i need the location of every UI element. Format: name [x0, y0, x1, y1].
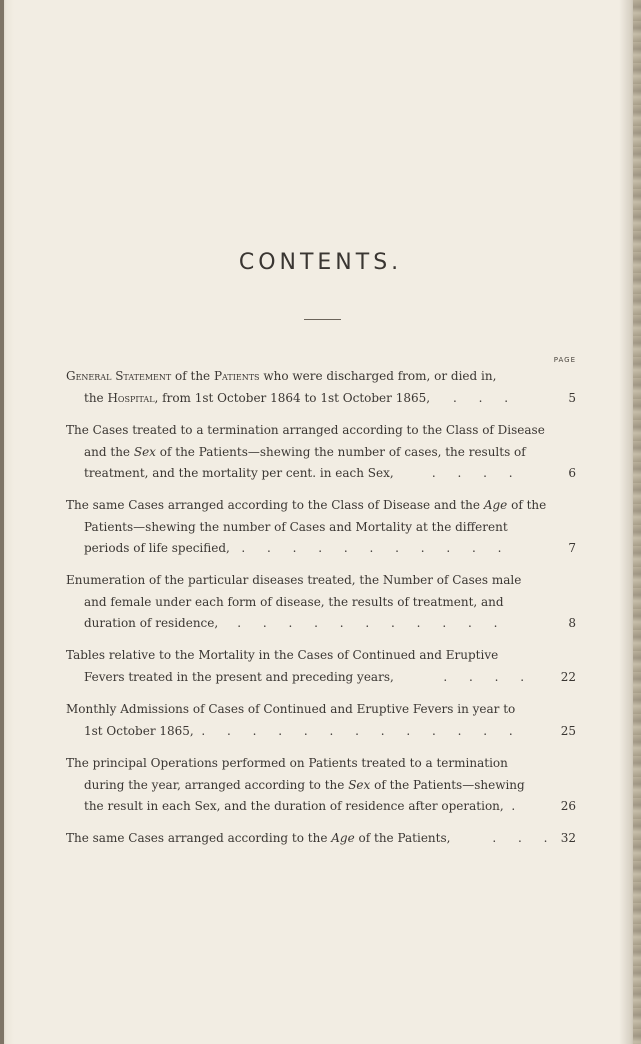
toc-entry-fevers-mortality[interactable] [66, 645, 576, 688]
leader-dots: . . . . [443, 669, 534, 684]
toc-entry-class-of-disease-sex[interactable] [66, 420, 576, 485]
page-number: 7 [568, 541, 576, 555]
title-rule [304, 319, 341, 320]
leader-dots: . [511, 799, 525, 813]
toc-entry-line: Enumeration of the particular diseases treated, the Number of Cases male [66, 573, 522, 587]
toc-entry-line: The Cases treated to a termination arranged according to the Class of Disease [66, 423, 545, 437]
book-gutter [0, 0, 4, 1044]
toc-entry-enumeration[interactable] [66, 570, 576, 635]
page-title: CONTENTS. [238, 250, 403, 275]
toc-entry-line: and female under each form of disease, the results of treatment, and [84, 594, 504, 609]
page-number: 32 [560, 831, 576, 845]
toc-entry-line: Fevers treated in the present and preceding years, . . . . [84, 669, 534, 684]
page-edge [633, 0, 641, 1044]
page-number: 25 [560, 723, 576, 738]
toc-entry-class-of-disease-age[interactable] [66, 495, 576, 560]
toc-entry-line: Tables relative to the Mortality in the Cases of Continued and Eruptive [66, 648, 499, 662]
toc-entry-monthly-admissions[interactable] [66, 699, 576, 742]
toc-entry-line: Patients—shewing the number of Cases and Mortality at the different [84, 519, 508, 534]
toc-entry-line: The same Cases arranged according to the Age of the Patients, . . . [66, 831, 557, 845]
toc-entry-line: the result in each Sex, and the duration of residence after operation, . [84, 799, 525, 813]
leader-dots: . . . . . . . . . . . [237, 616, 507, 630]
leader-dots: . . . . . . . . . . . [241, 541, 511, 555]
toc-entry-operations-age[interactable] [66, 828, 576, 850]
leader-dots: . . . [452, 390, 518, 405]
page-number: 5 [568, 390, 576, 405]
toc-entry-line: duration of residence, . . . . . . . . . . . [84, 616, 507, 630]
toc-entry-line: the Hospital, from 1st October 1864 to 1st October 1865, . . . [84, 390, 518, 405]
page-number: 8 [568, 616, 576, 630]
toc-entry-line: during the year, arranged according to the Sex of the Patients—shewing [84, 777, 525, 792]
toc-entry-line: The principal Operations performed on Patients treated to a termination [66, 756, 508, 770]
leader-dots: . . . [492, 831, 557, 845]
leader-dots: . . . . . . . . . . . . . [201, 723, 522, 738]
toc-entry-line: General Statement of the Patients who were discharged from, or died in, [66, 369, 497, 383]
toc-entry-line: 1st October 1865, . . . . . . . . . . . . . [84, 723, 522, 738]
toc-entry-line: treatment, and the mortality per cent. in each Sex, . . . . [84, 466, 522, 480]
page-number: 6 [568, 466, 576, 480]
toc-entry-general-statement[interactable] [66, 366, 576, 409]
toc-entry-line: Monthly Admissions of Cases of Continued and Eruptive Fevers in year to [66, 702, 516, 716]
toc-entry-line: and the Sex of the Patients—shewing the number of cases, the results of [84, 444, 526, 459]
page-column-header: PAGE [553, 356, 576, 364]
page-number: 22 [560, 669, 576, 684]
toc-entry-line: periods of life specified, . . . . . . . . . . . [84, 541, 511, 555]
toc-entry-principal-operations[interactable] [66, 753, 576, 818]
toc-entry-line: The same Cases arranged according to the Class of Disease and the Age of the [66, 498, 547, 512]
leader-dots: . . . . [431, 466, 522, 480]
page-number: 26 [560, 799, 576, 813]
